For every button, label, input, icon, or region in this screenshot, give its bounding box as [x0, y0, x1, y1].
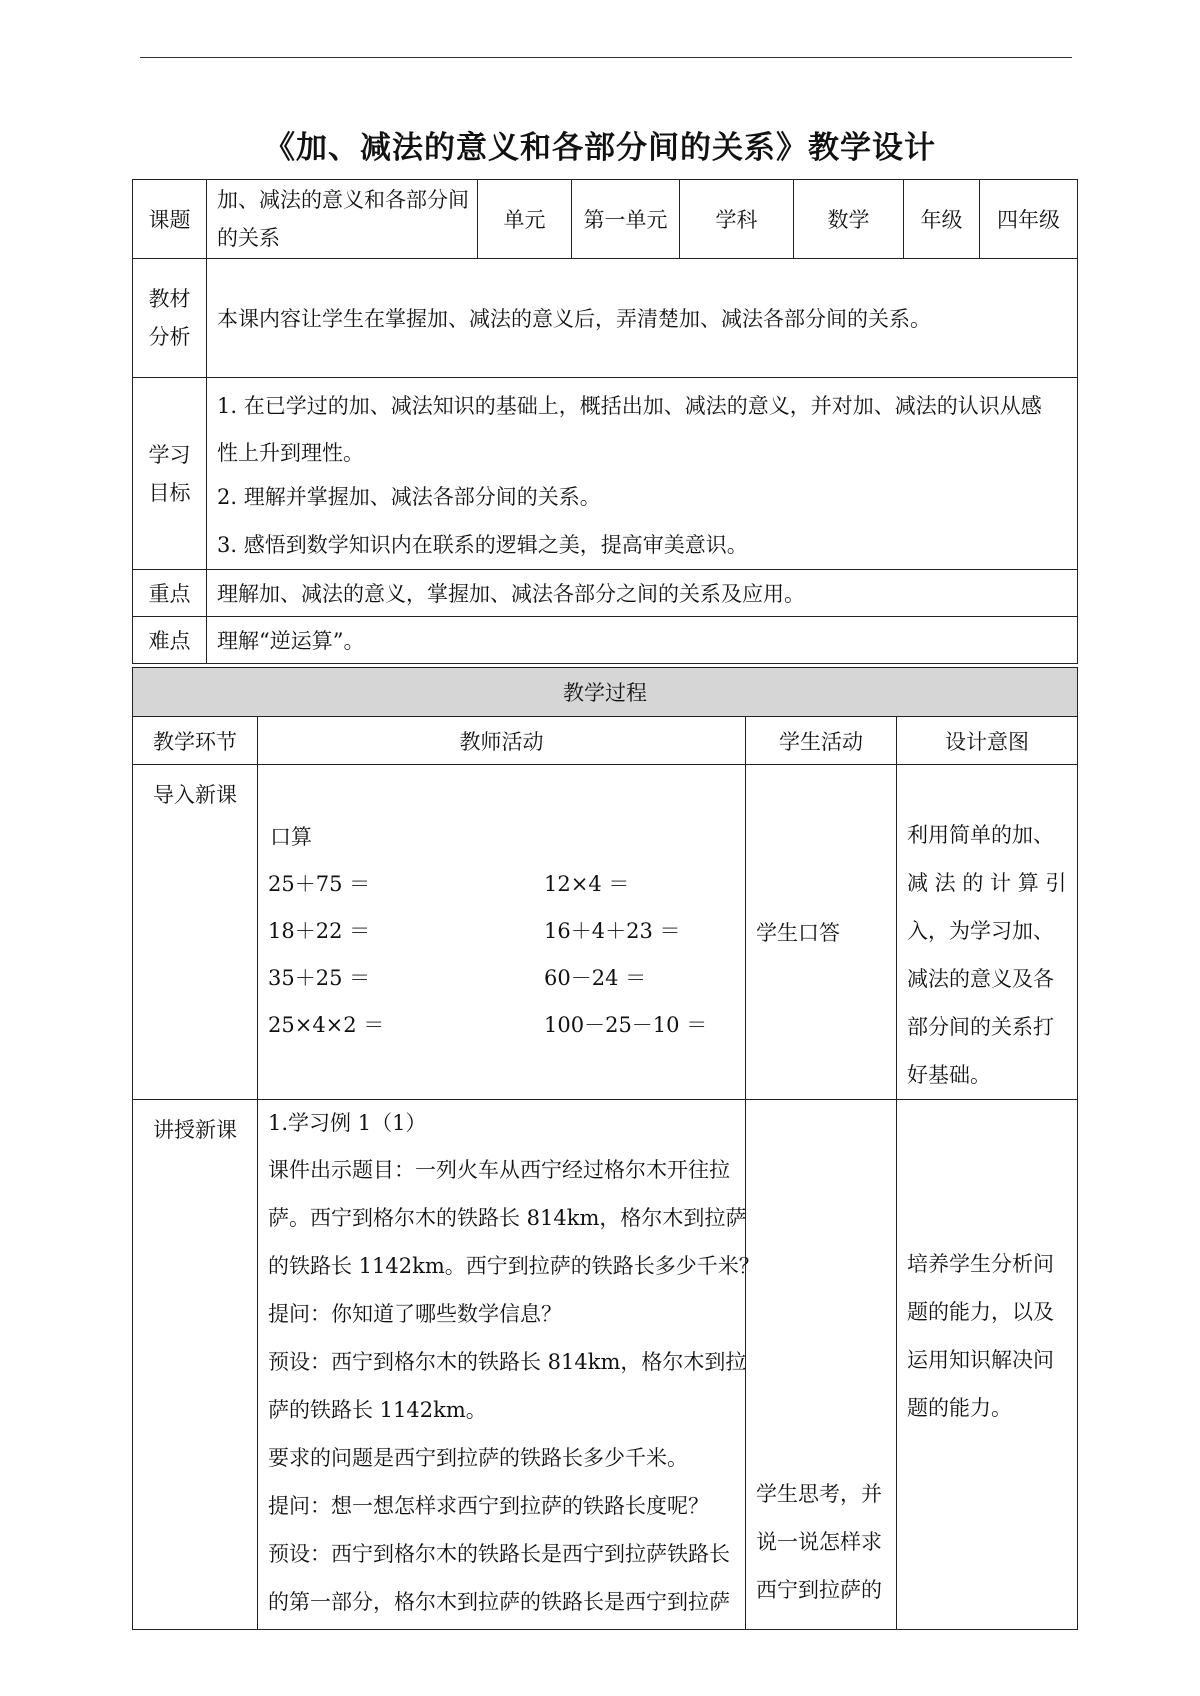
activity-line: 1.学习例 1（1）	[268, 1111, 427, 1135]
unit-label: 单元	[478, 180, 572, 259]
process-column-row	[133, 717, 1078, 765]
intent-line: 好基础。	[907, 1063, 991, 1087]
grade-value: 四年级	[980, 180, 1078, 259]
goal-item: 1. 在已学过的加、减法知识的基础上，概括出加、减法的意义，并对加、减法的认识从感	[217, 393, 1042, 418]
lesson-info-table	[132, 179, 1078, 664]
topic-row	[133, 180, 1078, 259]
column-header: 设计意图	[897, 717, 1078, 765]
analysis-text: 本课内容让学生在掌握加、减法的意义后，弄清楚加、减法各部分间的关系。	[207, 259, 1078, 378]
calc-item: 25×4×2 ＝	[268, 1013, 385, 1037]
activity-line: 萨。西宁到格尔木的铁路长 814km，格尔木到拉萨	[268, 1206, 747, 1230]
goal-item: 2. 理解并掌握加、减法各部分间的关系。	[217, 484, 601, 509]
difficulty-text: 理解“逆运算”。	[207, 617, 1078, 664]
calc-item: 35＋25 ＝	[268, 966, 371, 990]
topic-line: 加、减法的意义和各部分间	[217, 188, 469, 212]
intent-line: 运用知识解决问	[907, 1348, 1054, 1372]
goals-row	[133, 378, 1078, 570]
goals-label	[133, 378, 207, 570]
subject-value: 数学	[794, 180, 904, 259]
intent-line: 利用简单的加、	[907, 823, 1054, 847]
process-header-row	[133, 668, 1078, 717]
goal-item: 性上升到理性。	[217, 440, 364, 465]
analysis-label-line: 分析	[148, 325, 191, 349]
analysis-label-line: 教材	[148, 287, 191, 311]
difficulty-label: 难点	[133, 617, 207, 664]
activity-line: 的铁路长 1142km。西宁到拉萨的铁路长多少千米？	[268, 1254, 760, 1278]
intent-line: 培养学生分析问	[907, 1252, 1054, 1276]
intro-intent	[897, 765, 1078, 1100]
goals-list	[207, 378, 1078, 570]
column-header: 学生活动	[746, 717, 897, 765]
teacher-activity	[258, 1100, 760, 1630]
column-header: 教师活动	[258, 717, 746, 765]
intent-line: 入，为学习加、	[907, 919, 1054, 943]
calc-item: 12×4 ＝	[544, 872, 630, 896]
teaching-process-table	[132, 667, 1078, 1630]
activity-line: 提问：想一想怎样求西宁到拉萨的铁路长度呢？	[268, 1494, 709, 1518]
student-line: 西宁到拉萨的	[756, 1578, 882, 1602]
intro-student-activity: 学生口答	[746, 765, 897, 1100]
student-line: 说一说怎样求	[756, 1530, 882, 1554]
activity-line: 的第一部分，格尔木到拉萨的铁路长是西宁到拉萨	[268, 1590, 730, 1614]
oral-calc	[258, 765, 745, 1095]
oral-calc-cell	[258, 765, 746, 1100]
unit-value: 第一单元	[572, 180, 680, 259]
process-header: 教学过程	[133, 668, 1078, 717]
document-title: 《加、减法的意义和各部分间的关系》教学设计	[264, 130, 936, 166]
activity-line: 提问：你知道了哪些数学信息？	[268, 1302, 562, 1326]
intent-line: 题的能力，以及	[907, 1300, 1054, 1324]
key-text: 理解加、减法的意义，掌握加、减法各部分之间的关系及应用。	[207, 570, 1078, 617]
teach-student-activity	[746, 1100, 897, 1630]
analysis-label	[133, 259, 207, 378]
goals-label-line: 目标	[148, 480, 191, 505]
teach-row	[133, 1100, 1078, 1630]
column-header: 教学环节	[133, 717, 258, 765]
calc-item: 60－24 ＝	[544, 966, 647, 990]
topic-value	[207, 180, 478, 259]
stage-intro: 导入新课	[133, 765, 258, 1100]
topic-line: 的关系	[217, 226, 280, 250]
activity-line: 预设：西宁到格尔木的铁路长 814km，格尔木到拉	[268, 1350, 747, 1374]
calc-item: 16＋4＋23 ＝	[544, 919, 681, 943]
calc-item: 18＋22 ＝	[268, 919, 371, 943]
student-line: 学生思考，并	[756, 1482, 882, 1506]
intro-row	[133, 765, 1078, 1100]
activity-line: 要求的问题是西宁到拉萨的铁路长多少千米。	[268, 1446, 688, 1470]
topic-label: 课题	[133, 180, 207, 259]
intent-line: 减 法 的 计 算 引	[907, 871, 1067, 895]
intent-line: 题的能力。	[907, 1396, 1012, 1420]
activity-line: 课件出示题目：一列火车从西宁经过格尔木开往拉	[268, 1158, 730, 1182]
stage-teach: 讲授新课	[133, 1100, 258, 1630]
key-label: 重点	[133, 570, 207, 617]
activity-line: 萨的铁路长 1142km。	[268, 1398, 487, 1422]
header-rule	[140, 57, 1072, 58]
key-row	[133, 570, 1078, 617]
difficulty-row	[133, 617, 1078, 664]
activity-line: 预设：西宁到格尔木的铁路长是西宁到拉萨铁路长	[268, 1542, 730, 1566]
subject-label: 学科	[680, 180, 794, 259]
intent-line: 部分间的关系打	[907, 1015, 1054, 1039]
calc-item: 100－25－10 ＝	[544, 1013, 708, 1037]
analysis-row	[133, 259, 1078, 378]
intent-line: 减法的意义及各	[907, 967, 1054, 991]
teach-intent	[897, 1100, 1078, 1630]
oral-calc-heading: 口算	[270, 825, 312, 849]
goal-item: 3. 感悟到数学知识内在联系的逻辑之美，提高审美意识。	[217, 532, 748, 557]
goals-label-line: 学习	[148, 442, 191, 467]
grade-label: 年级	[904, 180, 980, 259]
calc-item: 25＋75 ＝	[268, 872, 371, 896]
